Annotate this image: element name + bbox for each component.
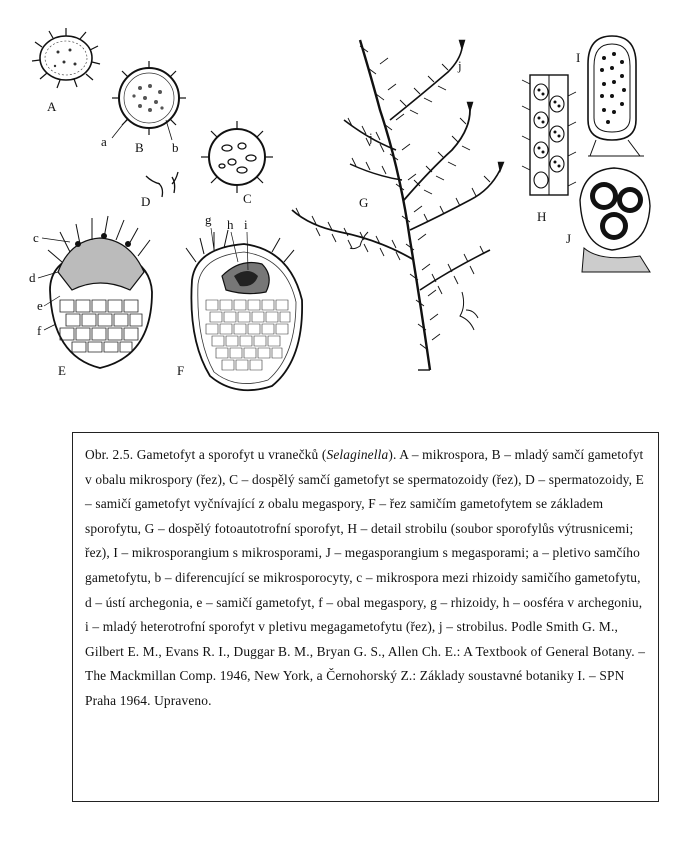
label-panel-j: J bbox=[566, 231, 572, 246]
panel-i-microsporangium bbox=[588, 36, 644, 156]
panel-g-sporophyte bbox=[292, 40, 504, 370]
label-part-e: e bbox=[37, 298, 43, 313]
panel-f-female-gametophyte-section bbox=[186, 228, 302, 390]
label-part-g: g bbox=[205, 212, 212, 227]
label-part-i: i bbox=[244, 217, 248, 232]
label-panel-b: B bbox=[135, 140, 144, 155]
label-part-h: h bbox=[227, 217, 234, 232]
panel-a-microspore bbox=[32, 28, 100, 88]
caption-box bbox=[72, 432, 659, 802]
figure-caption bbox=[85, 443, 646, 714]
label-part-d: d bbox=[29, 270, 36, 285]
label-panel-e: E bbox=[58, 363, 66, 378]
label-panel-i: I bbox=[576, 50, 581, 65]
caption-lead: Obr. 2.5. Gametofyt a sporofyt u vranečků ( bbox=[85, 447, 327, 462]
figure-drawing bbox=[0, 0, 673, 420]
label-part-c: c bbox=[33, 230, 39, 245]
label-panel-h: H bbox=[537, 209, 547, 224]
panel-d-spermatozoids bbox=[146, 172, 178, 197]
panel-j-megasporangium bbox=[580, 168, 650, 272]
label-panel-g: G bbox=[359, 195, 369, 210]
label-part-f: f bbox=[37, 323, 42, 338]
label-part-j-upper: j bbox=[458, 58, 462, 73]
label-panel-c: C bbox=[243, 191, 252, 206]
label-part-a: a bbox=[101, 134, 107, 149]
label-panel-f: F bbox=[177, 363, 185, 378]
panel-h-strobilus-detail bbox=[522, 75, 576, 195]
label-panel-d: D bbox=[141, 194, 151, 209]
caption-body: ). A – mikrospora, B – mladý samčí gametofyt v obalu mikrospory (řez), C – dospělý samčí gametofyt se spermatozoidy (řez), D – spermatozoidy, E – samičí gametofyt vyčnívající z obalu megaspory, F – řez samičím gametofytem se základem sporofytu, G – dospělý fotoautotrofní sporofyt, H – detail strobilu (soubor sporofylůs výtrusnicemi; řez), I – mikrosporangium s mikrosporami, J – megasporangium s megasporami; a – pletivo samčího gametofytu, b – diferencující se mikrosporocyty, c – mikrospora mezi rhizoidy samičího gametofytu, d – ústí archegonia, e – samičí gametofyt, f – obal megaspory, g – rhizoidy, h – oosféra v archegoniu, i – mladý heterotrofní sporofyt v pletivu megagametofytu (řez), j – strobilus. Podle Smith G. M., Gilbert E. M., Evans R. I., Duggar B. M., Bryan G. S., Allen Ch. E.: A Textbook of General Botany. – The Mackmillan Comp. 1946, New York, a Černohorský Z.: Základy soustavné botaniky I. – SPN Praha 1964. Upraveno. bbox=[85, 447, 646, 708]
caption-genus: Selaginella bbox=[326, 447, 389, 462]
panel-b-male-gametophyte bbox=[112, 61, 186, 140]
label-part-j-lower: j bbox=[369, 130, 373, 145]
label-part-b: b bbox=[172, 140, 179, 155]
panel-e-female-gametophyte bbox=[38, 216, 152, 368]
panel-c-mature-male-gametophyte bbox=[201, 121, 273, 193]
botanical-figure bbox=[0, 0, 673, 420]
label-panel-a: A bbox=[47, 99, 57, 114]
